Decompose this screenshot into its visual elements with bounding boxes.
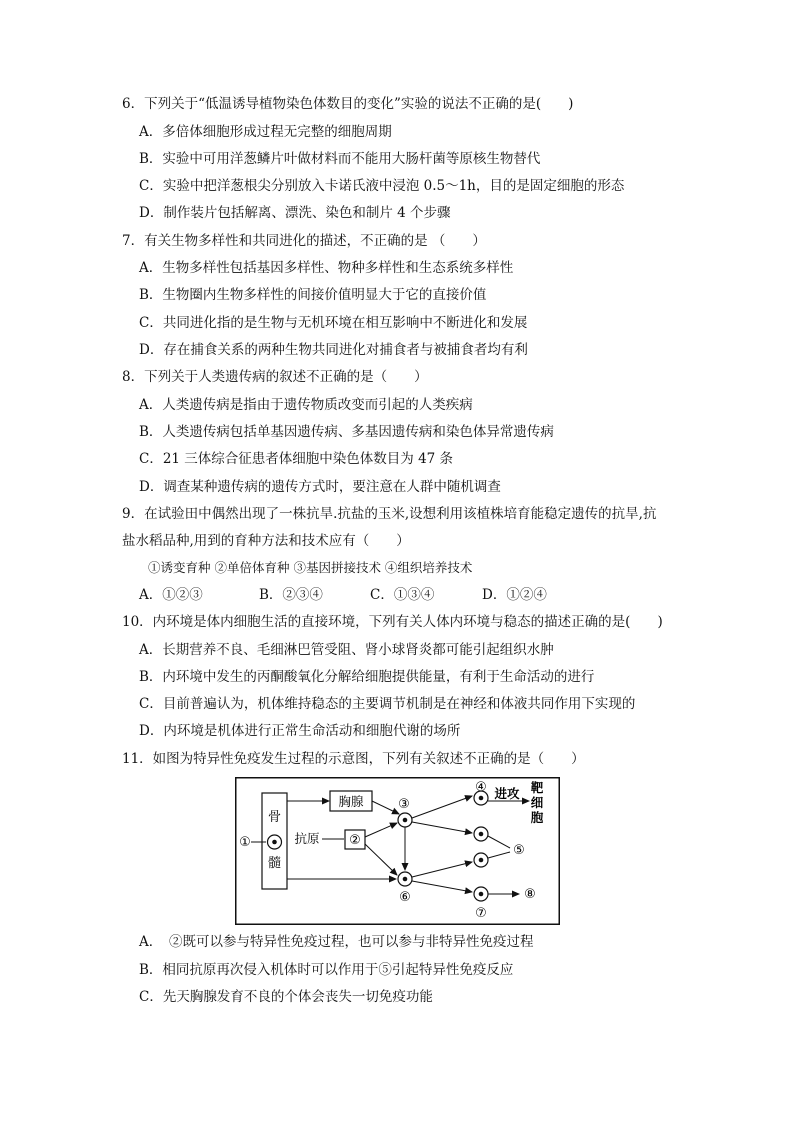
bone-marrow-label-1: 骨	[267, 810, 282, 825]
arrow-cell3-to-cell4	[412, 796, 472, 818]
question-9-option-b: B．②③④	[259, 587, 323, 603]
question-11-option-c: C．先天胸腺发育不良的个体会丧失一切免疫功能	[139, 989, 433, 1005]
arrow-box2-to-cell3	[365, 823, 397, 837]
question-6-stem: 6．下列关于“低温诱导植物染色体数目的变化”实验的说法不正确的是( )	[122, 96, 574, 112]
label-n1: ①	[239, 835, 251, 850]
question-10-stem: 10．内环境是体内细胞生活的直接环境，下列有关人体内环境与稳态的描述正确的是( )	[122, 614, 663, 630]
question-10-option-c: C．目前普遍认为，机体维持稳态的主要调节机制是在神经和体液共同作用下实现的	[139, 696, 636, 712]
question-11-option-b: B．相同抗原再次侵入机体时可以作用于⑤引起特异性免疫反应	[139, 962, 514, 978]
question-9-methods: ①诱变育种 ②单倍体育种 ③基因拼接技术 ④组织培养技术	[148, 560, 473, 575]
question-7-option-c: C．共同进化指的是生物与无机环境在相互影响中不断进化和发展	[139, 315, 528, 331]
label-n8: ⑧	[524, 887, 536, 902]
attack-label: 进攻	[494, 786, 520, 801]
question-8-option-d: D．调查某种遗传病的遗传方式时，要注意在人群中随机调查	[139, 479, 501, 495]
arrow-cell6-to-cell7	[412, 881, 472, 892]
label-n2: ②	[349, 833, 361, 848]
cell-3-nucleus	[403, 818, 408, 823]
question-7-option-b: B．生物圈内生物多样性的间接价值明显大于它的直接价值	[139, 287, 487, 303]
line-upper-to-n5	[488, 836, 510, 848]
label-n3: ③	[398, 797, 410, 812]
question-6-option-b: B．实验中可用洋葱鳞片叶做材料而不能用大肠杆菌等原核生物替代	[139, 151, 541, 167]
immune-response-diagram	[235, 777, 560, 925]
target-label-3: 胞	[530, 810, 544, 825]
label-n6: ⑥	[399, 890, 411, 905]
question-9-stem-line1: 9．在试验田中偶然出现了一株抗旱.抗盐的玉米,设想利用该植株培育能稳定遗传的抗旱,抗	[122, 506, 657, 522]
question-8-stem: 8．下列关于人类遗传病的叙述不正确的是（ ）	[122, 369, 428, 385]
label-n5: ⑤	[513, 843, 525, 858]
question-9-option-d: D．①②④	[482, 587, 547, 603]
question-8-option-b: B．人类遗传病包括单基因遗传病、多基因遗传病和染色体异常遗传病	[139, 424, 554, 440]
question-11-option-a: A． ②既可以参与特异性免疫过程，也可以参与非特异性免疫过程	[139, 934, 534, 950]
question-6-option-c: C．实验中把洋葱根尖分别放入卡诺氏液中浸泡 0.5～1h，目的是固定细胞的形态	[139, 178, 625, 194]
label-n4: ④	[475, 780, 487, 795]
target-label-2: 细	[530, 795, 544, 810]
antigen-label: 抗原	[294, 831, 320, 846]
question-10-option-d: D．内环境是机体进行正常生命活动和细胞代谢的场所	[139, 723, 461, 739]
question-7-option-a: A．生物多样性包括基因多样性、物种多样性和生态系统多样性	[139, 260, 514, 276]
question-9-stem-line2: 盐水稻品种,用到的育种方法和技术应有（ ）	[122, 533, 410, 549]
arrow-box2-to-cell6	[365, 844, 397, 875]
question-11-stem: 11．如图为特异性免疫发生过程的示意图，下列有关叙述不正确的是（ ）	[122, 751, 585, 767]
line-lower-to-n5	[488, 852, 510, 858]
question-9-options	[139, 585, 589, 605]
memory-cell-lower-nucleus	[479, 858, 484, 863]
cell-1-nucleus	[272, 840, 277, 845]
question-10-option-a: A．长期营养不良、毛细淋巴管受阻、肾小球肾炎都可能引起组织水肿	[139, 642, 554, 658]
cell-7-nucleus	[479, 892, 484, 897]
cell-6-nucleus	[403, 877, 408, 882]
question-6-option-d: D．制作装片包括解离、漂洗、染色和制片 4 个步骤	[139, 205, 451, 221]
question-8-option-c: C．21 三体综合征患者体细胞中染色体数目为 47 条	[139, 451, 454, 467]
arrow-thymus-to-cell3	[372, 801, 399, 814]
label-n7: ⑦	[475, 906, 487, 921]
question-9-option-c: C．①③④	[370, 587, 435, 603]
question-8-option-a: A．人类遗传病是指由于遗传物质改变而引起的人类疾病	[139, 397, 473, 413]
question-7-stem: 7．有关生物多样性和共同进化的描述，不正确的是 （ ）	[122, 233, 486, 249]
arrow-cell3-to-memory	[412, 822, 472, 833]
question-9-option-a: A．①②③	[139, 587, 203, 603]
cell-4-nucleus	[479, 796, 484, 801]
target-label-1: 靶	[530, 780, 544, 795]
arrow-cell6-to-memory	[412, 862, 472, 877]
question-6-option-a: A．多倍体细胞形成过程无完整的细胞周期	[139, 124, 392, 140]
question-7-option-d: D．存在捕食关系的两种生物共同进化对捕食者与被捕食者均有利	[139, 342, 528, 358]
question-10-option-b: B．内环境中发生的丙酮酸氧化分解给细胞提供能量，有利于生命活动的进行	[139, 669, 595, 685]
bone-marrow-label-2: 髓	[267, 856, 282, 871]
memory-cell-upper-nucleus	[479, 832, 484, 837]
thymus-label: 胸腺	[338, 794, 364, 809]
